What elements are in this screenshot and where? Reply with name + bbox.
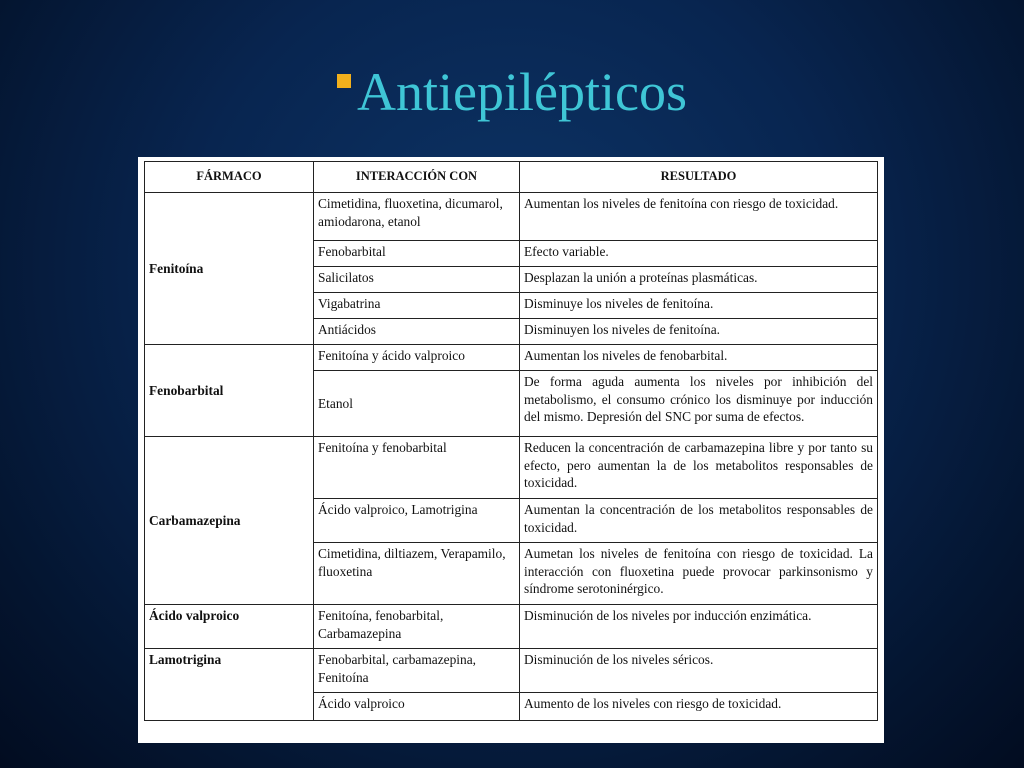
table-row (145, 605, 878, 649)
interaction-cell: Ácido valproico (314, 693, 520, 721)
header-drug: FÁRMACO (145, 162, 314, 193)
interaction-cell: Cimetidina, fluoxetina, dicumarol, amiodarona, etanol (314, 193, 520, 241)
interaction-cell: Ácido valproico, Lamotrigina (314, 499, 520, 543)
drug-cell: Lamotrigina (145, 649, 314, 721)
interaction-cell: Cimetidina, diltiazem, Verapamilo, fluoxetina (314, 543, 520, 605)
result-cell: Aumentan los niveles de fenitoína con riesgo de toxicidad. (520, 193, 878, 241)
drug-cell: Carbamazepina (145, 437, 314, 605)
result-cell: Efecto variable. (520, 241, 878, 267)
slide-title (0, 56, 1024, 128)
table-row (145, 345, 878, 371)
result-cell: Disminución de los niveles séricos. (520, 649, 878, 693)
square-bullet-icon (337, 74, 351, 88)
result-cell: Aumento de los niveles con riesgo de toxicidad. (520, 693, 878, 721)
drug-cell: Fenitoína (145, 193, 314, 345)
result-cell: Aumentan la concentración de los metabolitos responsables de toxicidad. (520, 499, 878, 543)
result-cell: Aumetan los niveles de fenitoína con riesgo de toxicidad. La interacción con fluoxetina puede provocar parkinsonismo y síndrome serotoninérgico. (520, 543, 878, 605)
slide-title-text: Antiepilépticos (357, 62, 687, 122)
interaction-cell: Etanol (314, 371, 520, 437)
header-interaction: INTERACCIÓN CON (314, 162, 520, 193)
result-cell: Disminuyen los niveles de fenitoína. (520, 319, 878, 345)
drug-cell: Ácido valproico (145, 605, 314, 649)
result-cell: De forma aguda aumenta los niveles por inhibición del metabolismo, el consumo crónico los disminuye por inducción del mismo. Depresión del SNC por suma de efectos. (520, 371, 878, 437)
result-cell: Disminución de los niveles por inducción enzimática. (520, 605, 878, 649)
table-row (145, 649, 878, 693)
table-row (145, 437, 878, 499)
interaction-cell: Fenitoína, fenobarbital, Carbamazepina (314, 605, 520, 649)
interaction-cell: Fenobarbital, carbamazepina, Fenitoína (314, 649, 520, 693)
result-cell: Desplazan la unión a proteínas plasmáticas. (520, 267, 878, 293)
interactions-table (144, 161, 878, 721)
table-header-row (145, 162, 878, 193)
interaction-cell: Antiácidos (314, 319, 520, 345)
result-cell: Reducen la concentración de carbamazepina libre y por tanto su efecto, pero aumentan la de los metabolitos responsables de toxicidad. (520, 437, 878, 499)
result-cell: Aumentan los niveles de fenobarbital. (520, 345, 878, 371)
table-sheet (138, 157, 884, 743)
interaction-cell: Salicilatos (314, 267, 520, 293)
result-cell: Disminuye los niveles de fenitoína. (520, 293, 878, 319)
interaction-cell: Vigabatrina (314, 293, 520, 319)
drug-cell: Fenobarbital (145, 345, 314, 437)
header-result: RESULTADO (520, 162, 878, 193)
table-row (145, 193, 878, 241)
interaction-cell: Fenitoína y ácido valproico (314, 345, 520, 371)
interaction-cell: Fenitoína y fenobarbital (314, 437, 520, 499)
interaction-cell: Fenobarbital (314, 241, 520, 267)
